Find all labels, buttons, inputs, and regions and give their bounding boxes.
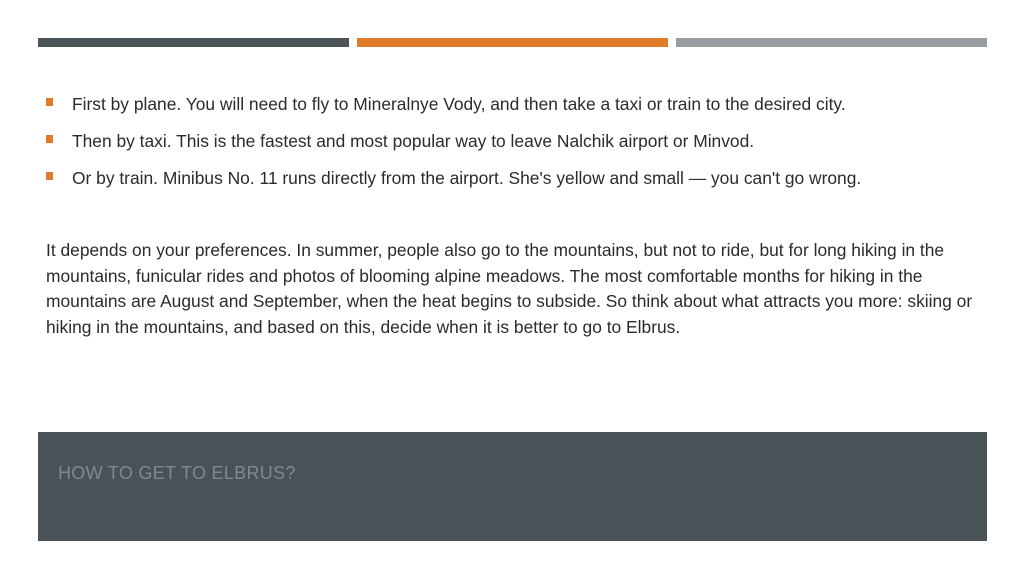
accent-bar-orange — [357, 38, 668, 47]
square-bullet-icon — [46, 172, 53, 180]
title-band — [38, 432, 987, 541]
bullet-text: First by plane. You will need to fly to Mineralnye Vody, and then take a taxi or train to the desired city. — [72, 94, 846, 114]
square-bullet-icon — [46, 135, 53, 143]
square-bullet-icon — [46, 98, 53, 106]
list-item — [46, 92, 986, 116]
body-paragraph: It depends on your preferences. In summer, people also go to the mountains, but not to ride, but for long hiking in the mountains, funicular rides and photos of blooming alpine meadows. The most comfortable months for hiking in the mountains are August and September, when the heat begins to subside. So think about what attracts you more: skiing or hiking in the mountains, and based on this, decide when it is better to go to Elbrus. — [46, 240, 973, 337]
accent-bar-gray — [676, 38, 987, 47]
list-item — [46, 129, 986, 153]
list-item — [46, 166, 986, 190]
slide-title: HOW TO GET TO ELBRUS? — [58, 463, 296, 483]
bullet-text: Or by train. Minibus No. 11 runs directly from the airport. She's yellow and small — you can't go wrong. — [72, 168, 862, 188]
bullet-list — [46, 92, 986, 203]
accent-bar-dark — [38, 38, 349, 47]
bullet-text: Then by taxi. This is the fastest and most popular way to leave Nalchik airport or Minvod. — [72, 131, 755, 151]
top-accent-bars — [38, 38, 987, 48]
